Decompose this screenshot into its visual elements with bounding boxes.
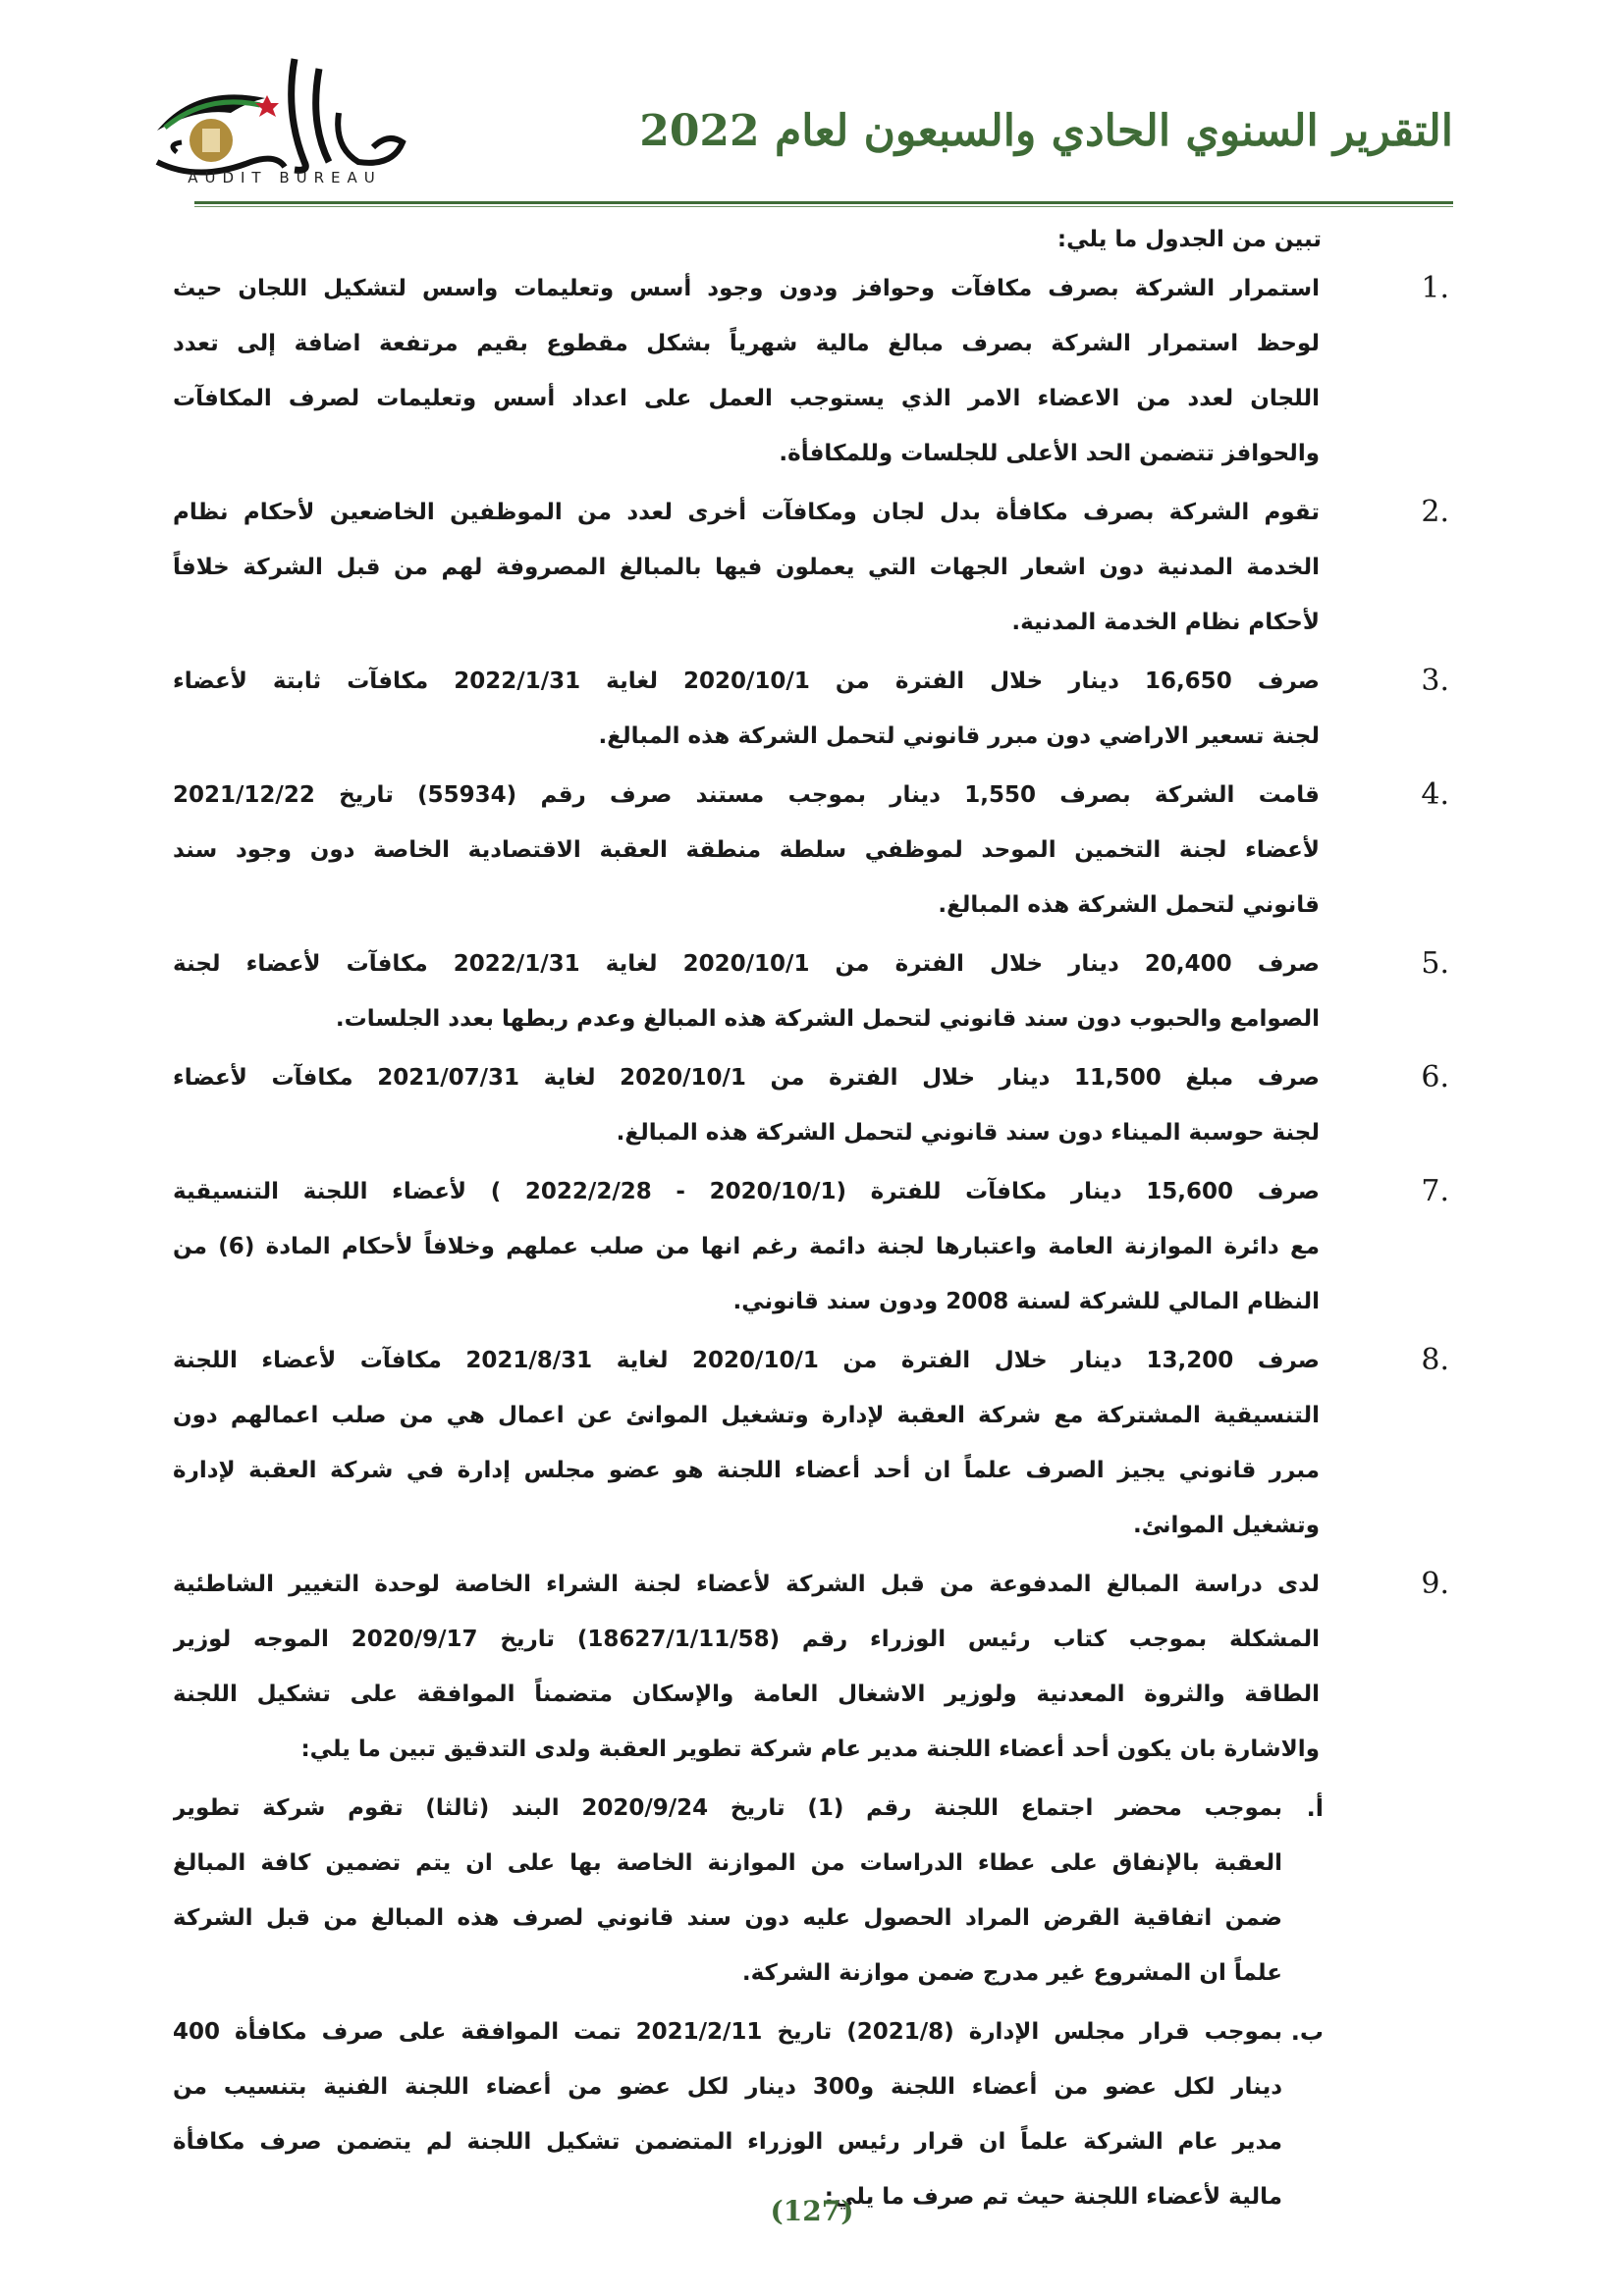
item-text-line: دينار لكل عضو من أعضاء اللجنة و300 دينار لكل عضو من أعضاء اللجنة الفنية بتنسيب من xyxy=(173,2074,1282,2100)
item-text-line: مدير عام الشركة علماً ان قرار رئيس الوزراء المتضمن تشكيل اللجنة لم يتضمن صرف مكافأة xyxy=(173,2129,1282,2155)
item-text-line: والحوافز تتضمن الحد الأعلى للجلسات وللمكافأة. xyxy=(779,441,1320,466)
finding-item xyxy=(173,485,1449,650)
item-text-line: صرف مبلغ 11,500 دينار خلال الفترة من 2020/10/1 لغاية 2021/07/31 مكافآت لأعضاء xyxy=(173,1065,1320,1091)
item-number: 7. xyxy=(1421,1174,1449,1208)
item-text-line: وتشغيل الموانئ. xyxy=(1133,1513,1320,1538)
item-text-line: صرف 16,650 دينار خلال الفترة من 2020/10/1 لغاية 2022/1/31 مكافآت ثابتة لأعضاء xyxy=(173,668,1320,694)
item-text-line: بموجب قرار مجلس الإدارة (2021/8) تاريخ 2021/2/11 تمت الموافقة على صرف مكافأة 400 xyxy=(173,2019,1282,2045)
intro-text: تبين من الجدول ما يلي: xyxy=(1056,227,1322,252)
findings-list xyxy=(173,261,1449,1777)
item-text-line: صرف 20,400 دينار خلال الفترة من 2020/10/1 لغاية 2022/1/31 مكافآت لأعضاء لجنة xyxy=(173,951,1320,977)
item-text-line: استمرار الشركة بصرف مكافآت وحوافز ودون وجود أسس وتعليمات واسس لتشكيل اللجان حيث xyxy=(173,276,1320,301)
item-text-line: لوحظ استمرار الشركة بصرف مبالغ مالية شهرياً بشكل مقطوع بقيم مرتفعة اضافة إلى تعدد xyxy=(173,331,1320,356)
item-number: أ. xyxy=(1306,1794,1324,1822)
report-title: التقرير السنوي الحادي والسبعون لعام 2022 xyxy=(639,106,1453,156)
finding-item xyxy=(173,936,1449,1046)
finding-item xyxy=(173,1557,1449,1777)
item-text-line: الصوامع والحبوب دون سند قانوني لتحمل الشركة هذه المبالغ وعدم ربطها بعدد الجلسات. xyxy=(335,1006,1320,1032)
item-text-line: ضمن اتفاقية القرض المراد الحصول عليه دون سند قانوني لصرف هذه المبالغ من قبل الشركة xyxy=(173,1905,1282,1931)
item-text-line: لدى دراسة المبالغ المدفوعة من قبل الشركة لأعضاء لجنة الشراء الخاصة لوحدة التغيير الشاطئية xyxy=(173,1572,1320,1597)
document-body xyxy=(173,218,1449,2228)
item-text-line: بموجب محضر اجتماع اللجنة رقم (1) تاريخ 2020/9/24 البند (ثالثا) تقوم شركة تطوير xyxy=(173,1795,1282,1821)
page-number: (127) xyxy=(770,2195,854,2227)
item-text-line: الخدمة المدنية دون اشعار الجهات التي يعملون فيها بالمبالغ المصروفة لهم من قبل الشركة خلافاً xyxy=(173,555,1320,580)
item-text-line: لأعضاء لجنة التخمين الموحد لموظفي سلطة منطقة العقبة الاقتصادية الخاصة دون وجود سند xyxy=(173,837,1320,863)
item-text-line: قامت الشركة بصرف 1,550 دينار بموجب مستند صرف رقم (55934) تاريخ 2021/12/22 xyxy=(173,782,1320,808)
item-number: 2. xyxy=(1421,495,1449,529)
item-text-line: صرف 13,200 دينار خلال الفترة من 2020/10/1 لغاية 2021/8/31 مكافآت لأعضاء اللجنة xyxy=(173,1348,1320,1373)
item-text-line: التنسيقية المشتركة مع شركة العقبة لإدارة وتشغيل الموانئ عن اعمال هي من صلب اعمالهم دون xyxy=(173,1403,1320,1428)
item-text-line: مبرر قانوني يجيز الصرف علماً ان أحد أعضاء اللجنة هو عضو مجلس إدارة في شركة العقبة لإدارة xyxy=(173,1458,1320,1483)
header-rule xyxy=(194,201,1453,204)
finding-item xyxy=(173,1164,1449,1329)
item-text-line: لجنة حوسبة الميناء دون سند قانوني لتحمل الشركة هذه المبالغ. xyxy=(616,1120,1320,1146)
finding-item xyxy=(173,1333,1449,1553)
item-text-line: العقبة بالإنفاق على عطاء الدراسات من الموازنة الخاصة بها على ان يتم تضمين كافة المبالغ xyxy=(173,1850,1282,1876)
sub-finding-item xyxy=(173,1781,1449,2001)
finding-item xyxy=(173,654,1449,764)
finding-item xyxy=(173,1050,1449,1160)
finding-item xyxy=(173,768,1449,933)
item-text-line: لجنة تسعير الاراضي دون مبرر قانوني لتحمل الشركة هذه المبالغ. xyxy=(598,723,1320,749)
item-text-line: المشكلة بموجب كتاب رئيس الوزراء رقم (18627/1/11/58) تاريخ 2020/9/17 الموجه لوزير xyxy=(173,1627,1320,1652)
item-text-line: والاشارة بان يكون أحد أعضاء اللجنة مدير عام شركة تطوير العقبة ولدى التدقيق تبين ما يلي: xyxy=(300,1736,1320,1762)
logo-caption: AUDIT BUREAU xyxy=(188,169,382,187)
item-number: ب. xyxy=(1290,2018,1324,2046)
item-number: 8. xyxy=(1421,1343,1449,1377)
item-number: 1. xyxy=(1421,271,1449,305)
sub-findings-list xyxy=(173,1781,1449,2224)
item-text-line: اللجان لعدد من الاعضاء الامر الذي يستوجب العمل على اعداد أسس وتعليمات لصرف المكافآت xyxy=(173,386,1320,411)
item-number: 6. xyxy=(1421,1060,1449,1095)
item-number: 5. xyxy=(1421,946,1449,981)
item-text-line: مع دائرة الموازنة العامة واعتبارها لجنة دائمة رغم انها من صلب عملهم وخلافاً لأحكام المادة (6) من xyxy=(173,1234,1320,1259)
item-number: 9. xyxy=(1421,1567,1449,1601)
item-text-line: صرف 15,600 دينار مكافآت للفترة (2020/10/1 - 2022/2/28 ) لأعضاء اللجنة التنسيقية xyxy=(173,1179,1320,1204)
item-text-line: قانوني لتحمل الشركة هذه المبالغ. xyxy=(938,892,1320,918)
item-text-line: مالية لأعضاء اللجنة حيث تم صرف ما يلي: xyxy=(824,2184,1282,2210)
item-text-line: لأحكام نظام الخدمة المدنية. xyxy=(1011,610,1320,635)
item-number: 3. xyxy=(1421,664,1449,698)
item-text-line: تقوم الشركة بصرف مكافأة بدل لجان ومكافآت أخرى لعدد من الموظفين الخاضعين لأحكام نظام xyxy=(173,500,1320,525)
item-text-line: النظام المالي للشركة لسنة 2008 ودون سند قانوني. xyxy=(732,1289,1320,1314)
item-text-line: علماً ان المشروع غير مدرج ضمن موازنة الشركة. xyxy=(741,1960,1282,1986)
finding-item xyxy=(173,261,1449,481)
header-rule-thin xyxy=(194,206,1453,207)
item-number: 4. xyxy=(1421,777,1449,812)
item-text-line: الطاقة والثروة المعدنية ولوزير الاشغال العامة والإسكان متضمناً الموافقة على تشكيل اللجنة xyxy=(173,1682,1320,1707)
sub-finding-item xyxy=(173,2004,1449,2224)
